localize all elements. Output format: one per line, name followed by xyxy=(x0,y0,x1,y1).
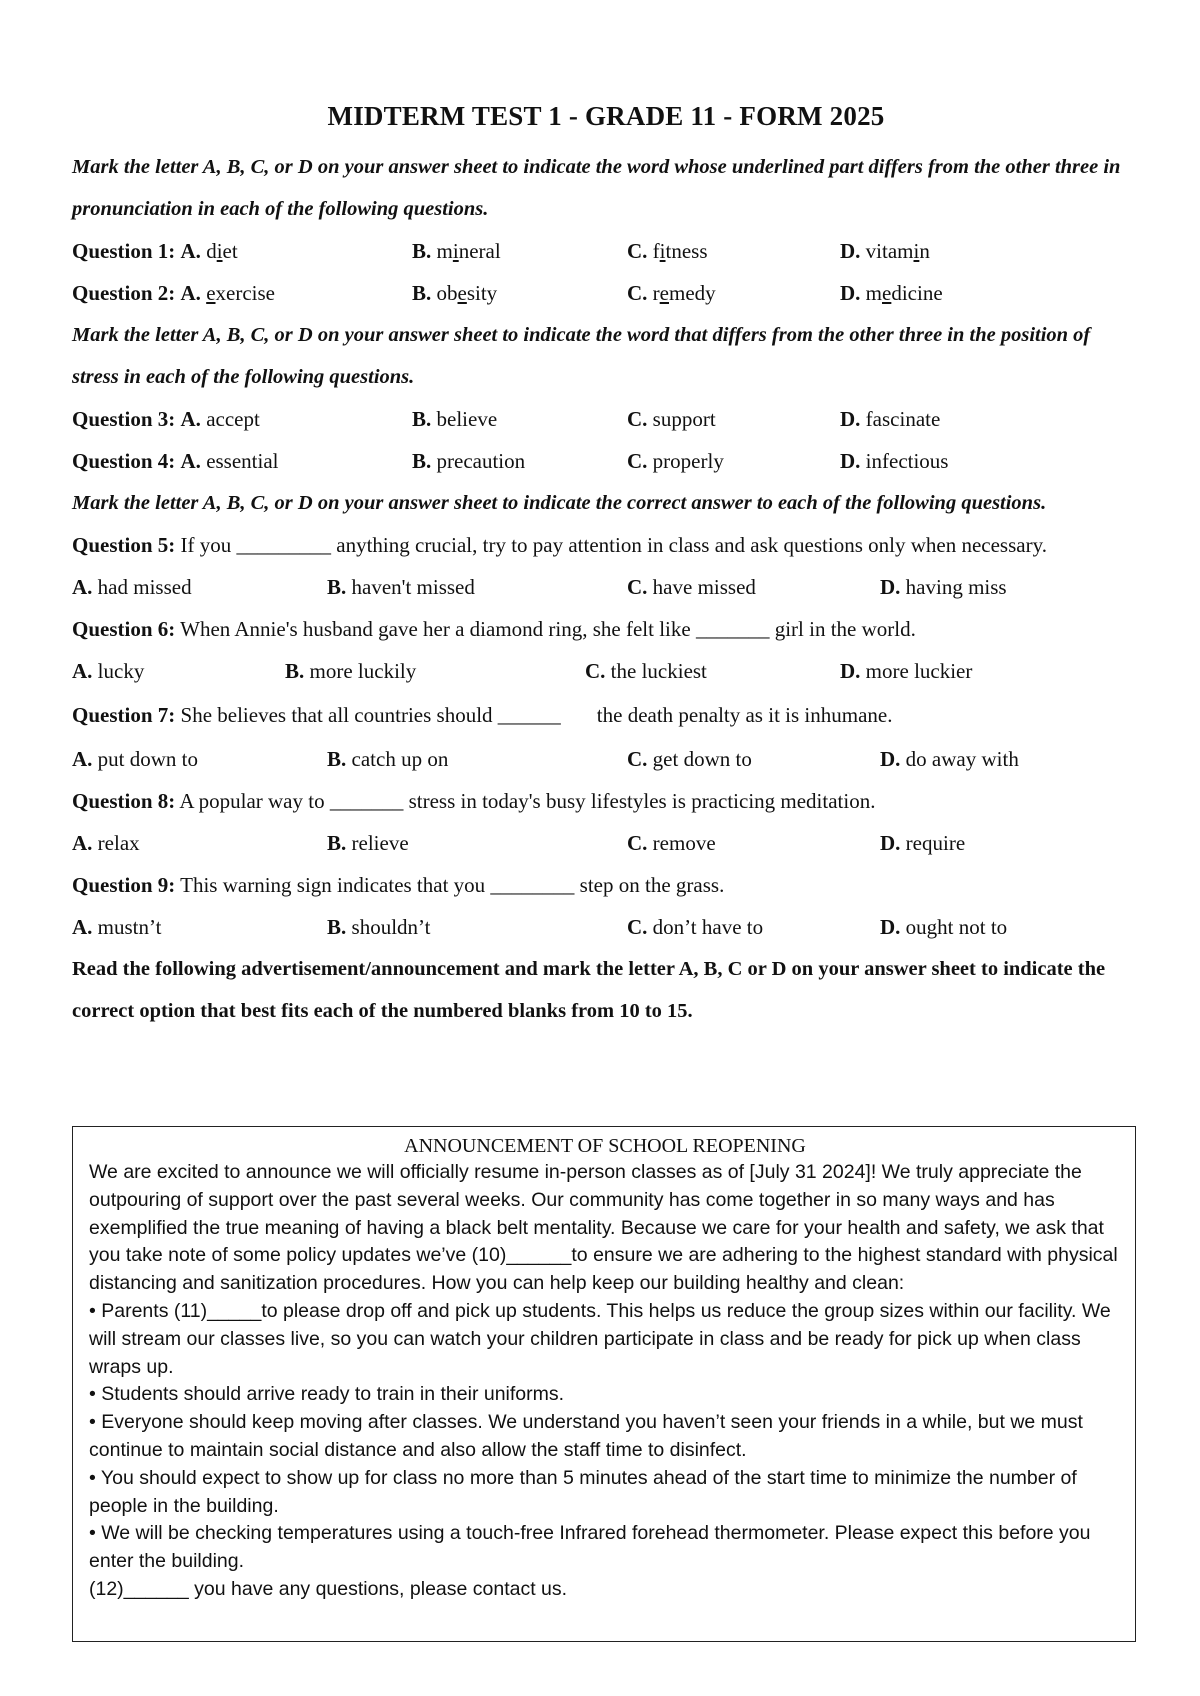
question-6-stem: Question 6: When Annie's husband gave her a diamond ring, she felt like _______ girl in the world. xyxy=(72,617,916,641)
q2-option-d: D. medicine xyxy=(840,281,943,305)
q3-option-b: B. believe xyxy=(412,407,498,431)
q2-option-b: B. obesity xyxy=(412,281,498,305)
q8-option-d: D. require xyxy=(880,831,966,855)
section2-instruction: Mark the letter A, B, C, or D on your answer sheet to indicate the word that differs from the other three in the position of stress in each of the following questions. xyxy=(72,324,1091,388)
question-7-stem: Question 7: She believes that all countries should ______ the death penalty as it is inhumane. xyxy=(72,703,893,727)
q5-option-a: A. had missed xyxy=(72,575,192,599)
exam-page xyxy=(72,98,1140,1032)
page-title: MIDTERM TEST 1 - GRADE 11 - FORM 2025 xyxy=(327,101,885,131)
announcement-bullet-1: • Parents (11)_____to please drop off and pick up students. This helps us reduce the group sizes within our facility. We will stream our classes live, so you can watch your children participate in class and be ready for pick up when class wraps up. xyxy=(89,1299,1111,1378)
question-2 xyxy=(72,272,1140,314)
q2-option-c: C. remedy xyxy=(627,281,716,305)
q9-option-d: D. ought not to xyxy=(880,915,1008,939)
q9-option-a: A. mustn’t xyxy=(72,915,162,939)
section1-instruction: Mark the letter A, B, C, or D on your answer sheet to indicate the word whose underlined part differs from the other three in pronunciation in each of the following questions. xyxy=(72,156,1121,220)
q4-option-b: B. precaution xyxy=(412,449,526,473)
q9-option-b: B. shouldn’t xyxy=(327,915,431,939)
q6-option-d: D. more luckier xyxy=(840,659,973,683)
q3-option-c: C. support xyxy=(627,407,716,431)
q9-option-c: C. don’t have to xyxy=(627,915,764,939)
question-4 xyxy=(72,440,1140,482)
announcement-paragraph-1: We are excited to announce we will officially resume in-person classes as of [July 31 2024]! We truly appreciate the outpouring of support over the past several weeks. Our community has come together in so many ways and has exemplified the true meaning of having a black belt mentality. Because we care for your health and safety, we ask that you take note of some policy updates we’ve (10)______to ensure we are adhering to the highest standard with physical distancing and sanitization procedures. How you can help keep our building healthy and clean: xyxy=(89,1161,1118,1295)
q6-option-c: C. the luckiest xyxy=(585,659,707,683)
question-3 xyxy=(72,398,1140,440)
q5-option-d: D. having miss xyxy=(880,575,1007,599)
question-1 xyxy=(72,230,1140,272)
q5-option-c: C. have missed xyxy=(627,575,756,599)
question-6-options xyxy=(72,650,1140,692)
q6-option-b: B. more luckily xyxy=(285,659,417,683)
announcement-bullet-5: • We will be checking temperatures using a touch-free Infrared forehead thermometer. Please expect this before you enter the building. xyxy=(89,1522,1091,1573)
question-9-stem: Question 9: This warning sign indicates that you ________ step on the grass. xyxy=(72,873,725,897)
q3-option-d: D. fascinate xyxy=(840,407,941,431)
q2-label-a: Question 2: A. exercise xyxy=(72,281,275,305)
q1-option-c: C. fitness xyxy=(627,239,708,263)
question-8-options xyxy=(72,822,1140,864)
section4-instruction: Read the following advertisement/announcement and mark the letter A, B, C or D on your answer sheet to indicate the correct option that best fits each of the numbered blanks from 10 to 15. xyxy=(72,958,1106,1022)
question-9-options xyxy=(72,906,1140,948)
announcement-box xyxy=(72,1126,1136,1642)
announcement-bullet-4: • You should expect to show up for class no more than 5 minutes ahead of the start time to minimize the number of people in the building. xyxy=(89,1466,1077,1517)
q6-option-a: A. lucky xyxy=(72,659,145,683)
section3-instruction: Mark the letter A, B, C, or D on your answer sheet to indicate the correct answer to each of the following questions. xyxy=(72,492,1047,514)
q7-option-a: A. put down to xyxy=(72,747,199,771)
q7-option-d: D. do away with xyxy=(880,747,1019,771)
q5-option-b: B. haven't missed xyxy=(327,575,475,599)
q8-option-c: C. remove xyxy=(627,831,716,855)
announcement-bullet-2: • Students should arrive ready to train in their uniforms. xyxy=(89,1383,565,1406)
q4-option-c: C. properly xyxy=(627,449,724,473)
q1-option-b: B. mineral xyxy=(412,239,501,263)
q3-label-a: Question 3: A. accept xyxy=(72,407,260,431)
q8-option-a: A. relax xyxy=(72,831,140,855)
question-5-stem: Question 5: If you _________ anything crucial, try to pay attention in class and ask questions only when necessary. xyxy=(72,533,1047,557)
q1-label-a: Question 1: A. diet xyxy=(72,239,238,263)
question-8-stem: Question 8: A popular way to _______ stress in today's busy lifestyles is practicing meditation. xyxy=(72,789,876,813)
q4-option-d: D. infectious xyxy=(840,449,949,473)
announcement-bullet-3: • Everyone should keep moving after classes. We understand you haven’t seen your friends in a while, but we must continue to maintain social distance and also allow the staff time to disinfect. xyxy=(89,1411,1083,1461)
question-5-options xyxy=(72,566,1140,608)
q4-label-a: Question 4: A. essential xyxy=(72,449,279,473)
question-7-options xyxy=(72,738,1140,780)
q7-option-c: C. get down to xyxy=(627,747,752,771)
announcement-title: ANNOUNCEMENT OF SCHOOL REOPENING xyxy=(404,1135,806,1157)
announcement-closing: (12)______ you have any questions, please contact us. xyxy=(89,1577,568,1600)
q8-option-b: B. relieve xyxy=(327,831,409,855)
q7-option-b: B. catch up on xyxy=(327,747,449,771)
q1-option-d: D. vitamin xyxy=(840,239,930,263)
